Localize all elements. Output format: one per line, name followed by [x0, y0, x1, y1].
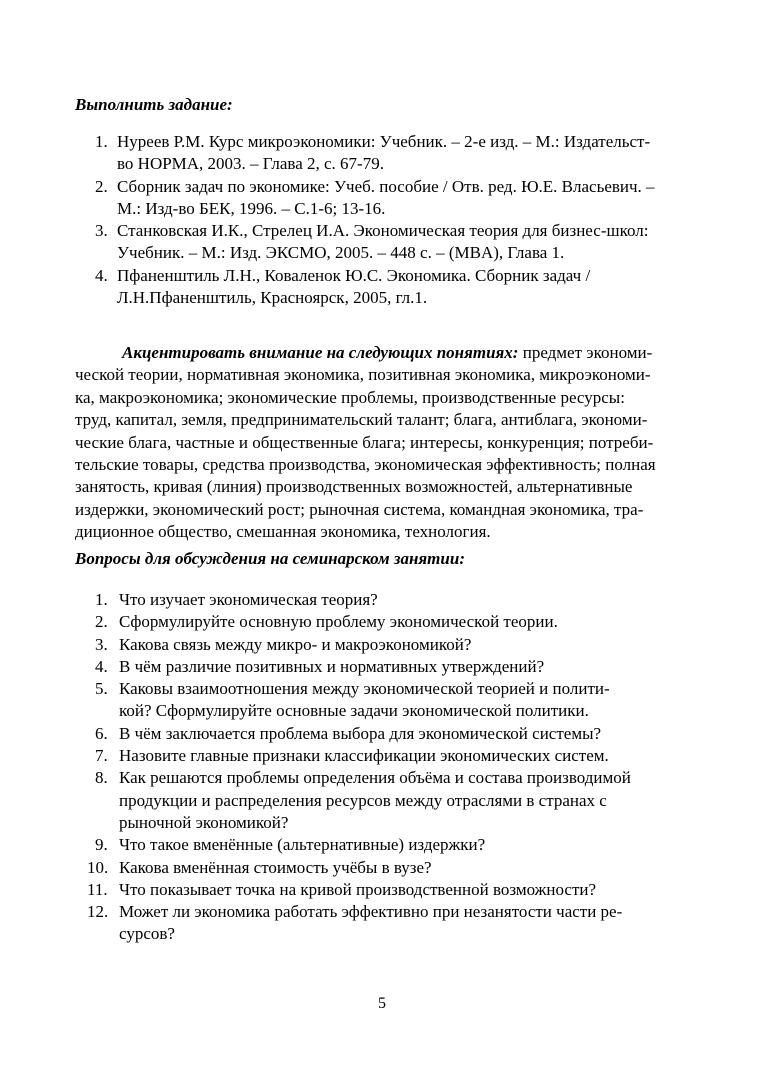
question-line: Может ли экономика работать эффективно при незанятости части ре-: [119, 902, 623, 922]
item-number: 6.: [95, 723, 108, 743]
reference-line: Л.Н.Пфаненштиль, Красноярск, 2005, гл.1.: [117, 288, 428, 308]
concepts-line: издержки, экономический рост; рыночная система, командная экономика, тра-: [75, 499, 644, 519]
references-list: [95, 131, 695, 309]
question-line: Какова вменённая стоимость учёбы в вузе?: [119, 857, 432, 877]
question-line: В чём заключается проблема выбора для экономической системы?: [119, 723, 602, 743]
concepts-line: труд, капитал, земля, предпринимательский талант; блага, антиблага, экономи-: [75, 410, 648, 430]
item-number: 8.: [95, 768, 108, 788]
question-line: сурсов?: [119, 924, 175, 944]
item-number: 2.: [95, 176, 108, 196]
list-item: [95, 656, 715, 678]
page-number: 5: [378, 995, 386, 1012]
list-item: [95, 723, 715, 745]
list-item: [95, 834, 715, 856]
question-line: Что показывает точка на кривой производственной возможности?: [119, 879, 597, 899]
item-number: 9.: [95, 835, 108, 855]
list-item: [95, 745, 715, 767]
list-item: [95, 589, 715, 611]
item-number: 12.: [87, 902, 109, 922]
concepts-text: предмет экономи-: [518, 343, 653, 362]
question-line: В чём различие позитивных и нормативных утверждений?: [119, 656, 545, 676]
item-number: 5.: [95, 679, 108, 699]
item-number: 10.: [87, 857, 109, 877]
reference-line: Станковская И.К., Стрелец И.А. Экономическая теория для бизнес-школ:: [117, 221, 649, 241]
question-line: Как решаются проблемы определения объёма и состава производимой: [119, 768, 631, 788]
item-number: 4.: [95, 656, 108, 676]
question-line: Что изучает экономическая теория?: [119, 590, 378, 609]
item-number: 1.: [95, 132, 108, 151]
list-item: [95, 131, 695, 176]
item-number: 3.: [95, 221, 108, 241]
reference-line: Сборник задач по экономике: Учеб. пособие / Отв. ред. Ю.Е. Власьевич. –: [117, 176, 655, 196]
concepts-line: занятость, кривая (линия) производственных возможностей, альтернативные: [75, 477, 633, 497]
item-number: 7.: [95, 746, 108, 766]
list-item: [87, 901, 715, 946]
list-item: [95, 220, 695, 265]
concepts-paragraph: [75, 342, 695, 544]
reference-line: Пфаненштиль Л.Н., Коваленок Ю.С. Экономика. Сборник задач /: [117, 265, 591, 285]
list-item: [95, 767, 715, 834]
item-number: 11.: [87, 879, 108, 899]
questions-list: [87, 589, 715, 946]
list-item: [87, 857, 715, 879]
question-line: Что такое вменённые (альтернативные) издержки?: [119, 835, 486, 855]
list-item: [87, 879, 715, 901]
reference-line: во НОРМА, 2003. – Глава 2, с. 67-79.: [117, 154, 384, 174]
concepts-line: тельские товары, средства производства, экономическая эффективность; полная: [75, 455, 656, 475]
concepts-line: ка, макроэкономика; экономические проблемы, производственные ресурсы:: [75, 387, 625, 407]
list-item: [95, 265, 695, 310]
question-line: Какова связь между микро- и макроэкономикой?: [119, 634, 472, 654]
concepts-lead: Акцентировать внимание на следующих понятиях:: [122, 343, 519, 362]
item-number: 3.: [95, 634, 108, 654]
concepts-line: ческие блага, частные и общественные блага; интересы, конкуренция; потреби-: [75, 432, 654, 452]
list-item: [95, 611, 715, 633]
question-line: Каковы взаимоотношения между экономической теорией и полити-: [119, 679, 610, 699]
reference-line: М.: Изд-во БЕК, 1996. – С.1-6; 13-16.: [117, 198, 386, 218]
task-heading: Выполнить задание:: [75, 95, 233, 114]
concepts-line: ческой теории, нормативная экономика, позитивная экономика, микроэкономи-: [75, 365, 651, 385]
question-line: Назовите главные признаки классификации экономических систем.: [119, 746, 609, 766]
question-line: рыночной экономикой?: [119, 812, 289, 832]
question-line: Сформулируйте основную проблему экономической теории.: [119, 612, 558, 632]
item-number: 4.: [95, 265, 108, 285]
item-number: 2.: [95, 612, 108, 632]
item-number: 1.: [95, 590, 108, 609]
questions-heading: Вопросы для обсуждения на семинарском занятии:: [75, 549, 465, 568]
question-line: кой? Сформулируйте основные задачи экономической политики.: [119, 701, 589, 721]
question-line: продукции и распределения ресурсов между отраслями в странах с: [119, 790, 607, 810]
reference-line: Учебник. – М.: Изд. ЭКСМО, 2005. – 448 с. – (MBA), Глава 1.: [117, 243, 565, 263]
concepts-line: диционное общество, смешанная экономика, технология.: [75, 522, 491, 542]
list-item: [95, 176, 695, 221]
reference-line: Нуреев Р.М. Курс микроэкономики: Учебник. – 2-е изд. – М.: Издательст-: [117, 132, 651, 151]
list-item: [95, 634, 715, 656]
list-item: [95, 678, 715, 723]
